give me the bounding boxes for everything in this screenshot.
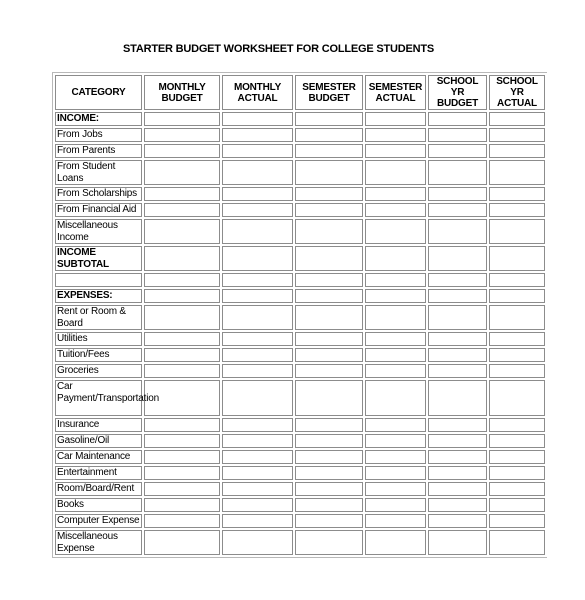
amount-cell[interactable] [144,482,220,496]
amount-cell[interactable] [365,466,426,480]
amount-cell[interactable] [489,219,545,244]
amount-cell[interactable] [489,530,545,555]
amount-cell[interactable] [295,112,363,126]
category-cell: Entertainment [55,466,142,480]
amount-cell[interactable] [365,434,426,448]
table-row [55,380,545,416]
category-cell: Groceries [55,364,142,378]
amount-cell[interactable] [295,498,363,512]
category-cell: INCOME SUBTOTAL [55,246,142,271]
amount-cell[interactable] [428,160,487,185]
amount-cell[interactable] [489,289,545,303]
amount-cell[interactable] [365,305,426,330]
amount-cell[interactable] [489,364,545,378]
amount-cell[interactable] [144,514,220,528]
amount-cell[interactable] [428,530,487,555]
amount-cell[interactable] [365,482,426,496]
amount-cell[interactable] [489,498,545,512]
amount-cell[interactable] [489,482,545,496]
amount-cell[interactable] [144,219,220,244]
amount-cell[interactable] [222,289,293,303]
amount-cell[interactable] [428,305,487,330]
category-cell: Books [55,498,142,512]
table-row [55,418,545,432]
amount-cell[interactable] [365,246,426,271]
amount-cell[interactable] [295,380,363,416]
amount-cell[interactable] [365,203,426,217]
amount-cell[interactable] [295,530,363,555]
amount-cell[interactable] [295,305,363,330]
amount-cell[interactable] [295,144,363,158]
table-row [55,273,545,287]
category-cell: Tuition/Fees [55,348,142,362]
amount-cell[interactable] [222,466,293,480]
category-cell: Car Maintenance [55,450,142,464]
amount-cell[interactable] [365,187,426,201]
amount-cell[interactable] [295,273,363,287]
table-row [55,128,545,142]
amount-cell[interactable] [144,289,220,303]
amount-cell[interactable] [365,160,426,185]
amount-cell[interactable] [144,128,220,142]
amount-cell[interactable] [144,530,220,555]
amount-cell[interactable] [222,434,293,448]
amount-cell[interactable] [295,466,363,480]
amount-cell[interactable] [222,482,293,496]
table-row [55,530,545,555]
budget-worksheet [52,72,547,558]
amount-cell[interactable] [222,332,293,346]
amount-cell[interactable] [222,273,293,287]
table-row [55,332,545,346]
budget-table [53,73,547,557]
amount-cell[interactable] [365,498,426,512]
category-cell: From Financial Aid [55,203,142,217]
amount-cell[interactable] [144,160,220,185]
category-cell: From Jobs [55,128,142,142]
amount-cell[interactable] [144,364,220,378]
amount-cell[interactable] [489,434,545,448]
amount-cell[interactable] [365,514,426,528]
amount-cell[interactable] [222,187,293,201]
amount-cell[interactable] [222,112,293,126]
amount-cell[interactable] [222,246,293,271]
amount-cell[interactable] [489,203,545,217]
category-cell: Utilities [55,332,142,346]
amount-cell[interactable] [489,305,545,330]
amount-cell[interactable] [222,160,293,185]
table-row [55,219,545,244]
table-row [55,498,545,512]
amount-cell[interactable] [428,273,487,287]
category-cell: Room/Board/Rent [55,482,142,496]
header-row [55,75,545,110]
table-row [55,514,545,528]
table-row [55,364,545,378]
table-row [55,112,545,126]
amount-cell[interactable] [222,305,293,330]
amount-cell[interactable] [365,332,426,346]
amount-cell[interactable] [489,246,545,271]
amount-cell[interactable] [489,380,545,416]
amount-cell[interactable] [428,364,487,378]
amount-cell[interactable] [489,273,545,287]
page-title: STARTER BUDGET WORKSHEET FOR COLLEGE STUDENTS [123,43,435,55]
header-semester-actual: SEMESTER ACTUAL [365,75,426,110]
amount-cell[interactable] [222,144,293,158]
amount-cell[interactable] [365,530,426,555]
amount-cell[interactable] [428,128,487,142]
amount-cell[interactable] [365,144,426,158]
amount-cell[interactable] [428,434,487,448]
amount-cell[interactable] [144,348,220,362]
amount-cell[interactable] [222,530,293,555]
amount-cell[interactable] [489,348,545,362]
amount-cell[interactable] [428,289,487,303]
table-row [55,203,545,217]
category-cell: EXPENSES: [55,289,142,303]
amount-cell[interactable] [144,112,220,126]
table-row [55,144,545,158]
table-row [55,187,545,201]
amount-cell[interactable] [295,246,363,271]
amount-cell[interactable] [365,348,426,362]
amount-cell[interactable] [428,246,487,271]
amount-cell[interactable] [295,364,363,378]
amount-cell[interactable] [428,332,487,346]
amount-cell[interactable] [428,187,487,201]
amount-cell[interactable] [365,128,426,142]
amount-cell[interactable] [144,203,220,217]
amount-cell[interactable] [489,160,545,185]
amount-cell[interactable] [365,450,426,464]
amount-cell[interactable] [365,273,426,287]
amount-cell[interactable] [295,289,363,303]
table-row [55,246,545,271]
header-category: CATEGORY [55,75,142,110]
amount-cell[interactable] [295,203,363,217]
amount-cell[interactable] [365,380,426,416]
category-cell: Miscellaneous Income [55,219,142,244]
category-cell: Miscellaneous Expense [55,530,142,555]
amount-cell[interactable] [428,219,487,244]
category-cell: Insurance [55,418,142,432]
amount-cell[interactable] [144,418,220,432]
amount-cell[interactable] [365,112,426,126]
amount-cell[interactable] [295,128,363,142]
amount-cell[interactable] [144,332,220,346]
amount-cell[interactable] [144,144,220,158]
category-cell: Car Payment/Transportation [55,380,142,416]
amount-cell[interactable] [222,348,293,362]
amount-cell[interactable] [428,348,487,362]
amount-cell[interactable] [489,112,545,126]
amount-cell[interactable] [295,482,363,496]
table-row [55,482,545,496]
category-cell: INCOME: [55,112,142,126]
header-semester-budget: SEMESTER BUDGET [295,75,363,110]
table-row [55,160,545,185]
table-row [55,305,545,330]
amount-cell[interactable] [295,418,363,432]
amount-cell[interactable] [295,450,363,464]
amount-cell[interactable] [222,450,293,464]
amount-cell[interactable] [295,187,363,201]
category-cell: From Student Loans [55,160,142,185]
amount-cell[interactable] [489,128,545,142]
amount-cell[interactable] [222,219,293,244]
category-cell: Rent or Room & Board [55,305,142,330]
category-cell: From Parents [55,144,142,158]
amount-cell[interactable] [144,434,220,448]
table-row [55,466,545,480]
amount-cell[interactable] [365,418,426,432]
amount-cell[interactable] [222,128,293,142]
amount-cell[interactable] [428,514,487,528]
category-cell: Computer Expense [55,514,142,528]
amount-cell[interactable] [144,246,220,271]
amount-cell[interactable] [222,203,293,217]
amount-cell[interactable] [428,498,487,512]
amount-cell[interactable] [144,273,220,287]
amount-cell[interactable] [428,203,487,217]
amount-cell[interactable] [144,450,220,464]
header-schoolyr-budget: SCHOOL YR BUDGET [428,75,487,110]
amount-cell[interactable] [144,187,220,201]
amount-cell[interactable] [295,332,363,346]
amount-cell[interactable] [295,348,363,362]
amount-cell[interactable] [222,364,293,378]
amount-cell[interactable] [428,380,487,416]
amount-cell[interactable] [295,160,363,185]
amount-cell[interactable] [365,289,426,303]
table-row [55,450,545,464]
amount-cell[interactable] [489,514,545,528]
amount-cell[interactable] [222,514,293,528]
amount-cell[interactable] [365,219,426,244]
amount-cell[interactable] [144,498,220,512]
amount-cell[interactable] [428,466,487,480]
amount-cell[interactable] [489,466,545,480]
table-row [55,348,545,362]
amount-cell[interactable] [428,418,487,432]
amount-cell[interactable] [489,332,545,346]
amount-cell[interactable] [144,305,220,330]
amount-cell[interactable] [222,418,293,432]
amount-cell[interactable] [428,482,487,496]
table-row [55,289,545,303]
amount-cell[interactable] [144,466,220,480]
category-cell: From Scholarships [55,187,142,201]
amount-cell[interactable] [428,450,487,464]
amount-cell[interactable] [222,380,293,416]
amount-cell[interactable] [295,219,363,244]
amount-cell[interactable] [489,144,545,158]
amount-cell[interactable] [222,498,293,512]
header-monthly-actual: MONTHLY ACTUAL [222,75,293,110]
amount-cell[interactable] [489,418,545,432]
category-cell: Gasoline/Oil [55,434,142,448]
amount-cell[interactable] [428,112,487,126]
category-cell [55,273,142,287]
amount-cell[interactable] [365,364,426,378]
header-monthly-budget: MONTHLY BUDGET [144,75,220,110]
amount-cell[interactable] [489,187,545,201]
table-row [55,434,545,448]
amount-cell[interactable] [295,514,363,528]
amount-cell[interactable] [295,434,363,448]
amount-cell[interactable] [489,450,545,464]
amount-cell[interactable] [428,144,487,158]
header-schoolyr-actual: SCHOOL YR ACTUAL [489,75,545,110]
